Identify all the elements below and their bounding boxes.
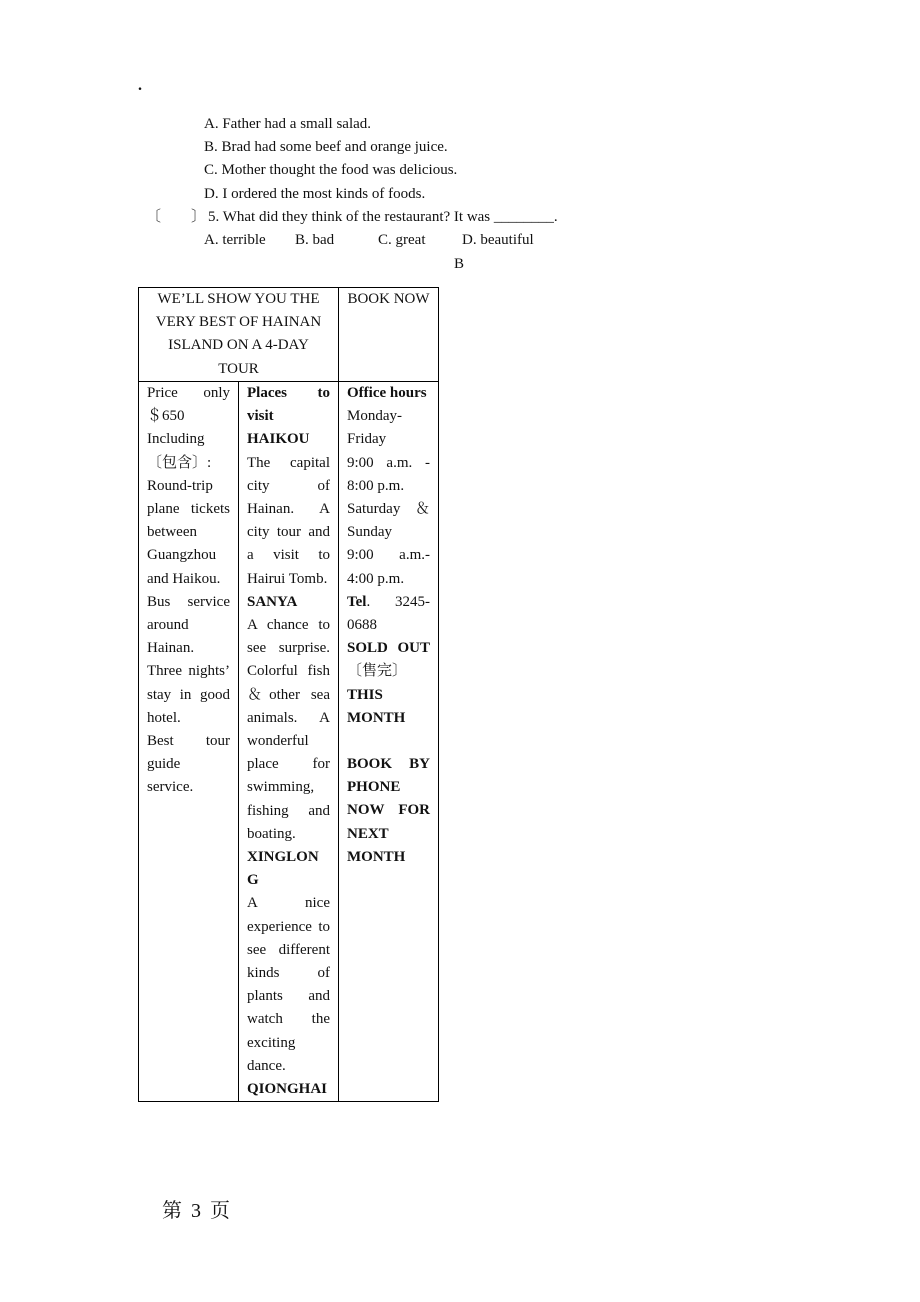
option-c: C. Mother thought the food was delicious. xyxy=(204,162,458,178)
price-line: Price only ＄650 xyxy=(147,385,230,425)
question-5-choices xyxy=(204,230,534,250)
place-name-haikou: HAIKOU xyxy=(247,431,310,448)
place-name-qionghai: QIONGHAI xyxy=(247,1081,328,1098)
page-mark: . xyxy=(138,77,142,94)
weekend-label: Saturday＆Sunday xyxy=(347,501,430,541)
choice-a: A. terrible xyxy=(204,232,266,248)
option-b: B. Brad had some beef and orange juice. xyxy=(204,139,448,155)
ad-header-title: WE’LL SHOW YOU THE VERY BEST OF HAINAN ISLAND ON A 4-DAY TOUR xyxy=(139,288,339,382)
book-next-month: BOOK BY PHONE NOW FOR NEXT MONTH xyxy=(347,756,430,865)
option-d: D. I ordered the most kinds of foods. xyxy=(204,186,426,202)
place-desc-haikou: The capital city of Hainan. A city tour and a visit to Hairui Tomb. xyxy=(247,454,330,587)
sold-out-text: SOLD OUT xyxy=(347,640,430,657)
weekday-label: Monday-Friday xyxy=(347,408,402,448)
price-column xyxy=(139,382,239,1102)
office-hours-heading: Office hours xyxy=(347,385,427,401)
guide-line: Best tour guide service. xyxy=(147,733,230,796)
sold-out-notice xyxy=(347,637,430,683)
place-desc-xinglong: A nice experience to see different kinds of plants and watch the exciting dance. xyxy=(247,895,330,1074)
this-month: THIS MONTH xyxy=(347,686,406,726)
place-name-sanya: SANYA xyxy=(247,593,298,610)
places-heading: Places to visit xyxy=(247,385,330,425)
bus-service-line: Bus service around Hainan. xyxy=(147,593,230,657)
tel-number: . 3245-0688 xyxy=(347,593,430,634)
place-name-xinglong: XINGLONG xyxy=(247,849,319,889)
sold-out-cn: 〔售完〕 xyxy=(347,663,408,680)
option-a: A. Father had a small salad. xyxy=(204,116,372,132)
weekend-hours: 9:00 a.m.- 4:00 p.m. xyxy=(347,547,430,587)
telephone xyxy=(347,591,430,637)
question-5: 5. What did they think of the restaurant? It was ________. xyxy=(208,209,558,225)
answer-blank: 〔 〕 xyxy=(146,209,207,225)
spacer xyxy=(347,730,430,753)
places-column xyxy=(239,382,339,1102)
hotel-line: Three nights’ stay in good hotel. xyxy=(147,663,230,726)
place-desc-sanya: A chance to see surprise. Colorful fish＆other sea animals. A wonderful place for swimming, fishing and boating. xyxy=(247,617,330,842)
tel-label: Tel xyxy=(347,593,367,610)
ad-header-cta: BOOK NOW xyxy=(339,288,439,382)
including-line: Including〔包含〕: xyxy=(147,431,212,471)
section-label: B xyxy=(454,256,465,272)
plane-tickets-line: Round-trip plane tickets between Guangzhou and Haikou. xyxy=(147,477,230,587)
choice-b: B. bad xyxy=(295,232,335,248)
tour-advertisement xyxy=(138,287,439,1102)
office-column xyxy=(339,382,439,1102)
choice-c: C. great xyxy=(378,232,426,248)
weekday-hours: 9:00 a.m. - 8:00 p.m. xyxy=(347,454,430,494)
page-footer: 第 3 页 xyxy=(162,1200,232,1222)
choice-d: D. beautiful xyxy=(462,232,534,248)
